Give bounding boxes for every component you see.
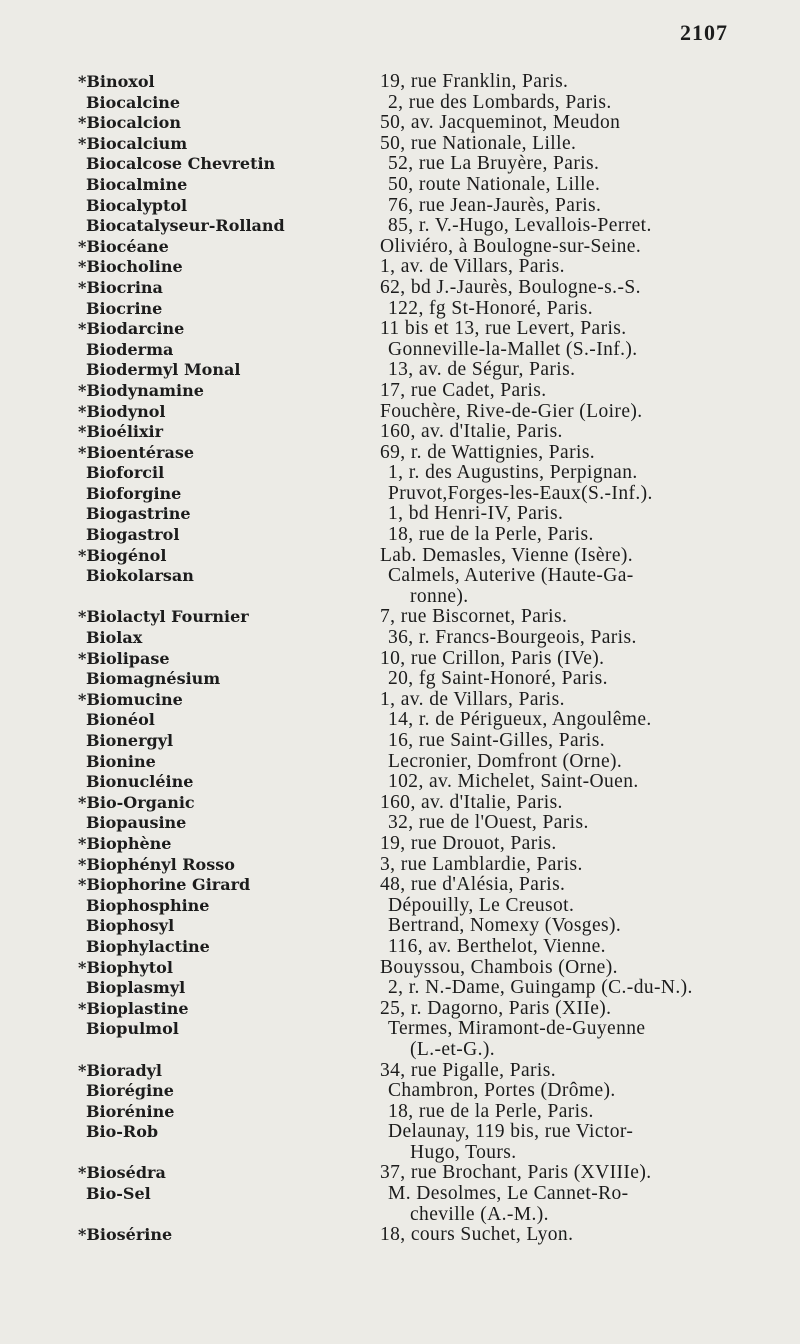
address — [388, 154, 738, 175]
directory-entry — [78, 669, 738, 690]
product-name: *Bioélixir — [78, 422, 164, 442]
product-name: Biocalyptol — [86, 195, 188, 215]
directory-entry — [78, 113, 738, 134]
address — [388, 628, 738, 649]
product-name: Biocalcose Chevretin — [86, 154, 276, 174]
address-line: 52, rue La Bruyère, Paris. — [388, 153, 600, 175]
product-name: Bio-Sel — [86, 1184, 151, 1204]
product-name: *Bioplastine — [78, 998, 189, 1018]
directory-entry — [78, 649, 738, 670]
address — [380, 1163, 738, 1184]
product-name: Biogastrol — [86, 525, 180, 545]
address-line: 102, av. Michelet, Saint-Ouen. — [388, 771, 639, 793]
address — [388, 1184, 738, 1225]
directory-entry — [78, 175, 738, 196]
address — [380, 607, 738, 628]
address-line: 13, av. de Ségur, Paris. — [388, 359, 576, 381]
address — [380, 422, 738, 443]
address-line: 2, rue des Lombards, Paris. — [388, 91, 612, 113]
address — [388, 710, 738, 731]
address — [380, 381, 738, 402]
directory-entry — [78, 525, 738, 546]
address — [388, 1081, 738, 1102]
address-line: 1, av. de Villars, Paris. — [380, 256, 565, 278]
product-name: Bioforcil — [86, 463, 165, 483]
address-line: 18, rue de la Perle, Paris. — [388, 1100, 594, 1122]
address — [388, 937, 738, 958]
directory-entry — [78, 72, 738, 93]
directory-entry — [78, 813, 738, 834]
address — [380, 649, 738, 670]
product-name: Biocatalyseur-Rolland — [86, 216, 285, 236]
directory-entry — [78, 278, 738, 299]
product-name: *Biophényl Rosso — [78, 854, 235, 874]
address-line: 36, r. Francs-Bourgeois, Paris. — [388, 627, 637, 649]
directory-entry — [78, 299, 738, 320]
address-line: 20, fg Saint-Honoré, Paris. — [388, 668, 608, 690]
address — [388, 916, 738, 937]
directory-entry — [78, 793, 738, 814]
address-line: 11 bis et 13, rue Levert, Paris. — [380, 318, 627, 340]
product-name: *Biocholine — [78, 257, 183, 277]
product-name: *Biophorine Girard — [78, 875, 251, 895]
directory-entry — [78, 237, 738, 258]
address — [380, 113, 738, 134]
directory-entry — [78, 134, 738, 155]
address — [388, 896, 738, 917]
product-name: Biomagnésium — [86, 669, 221, 689]
address-line: M. Desolmes, Le Cannet-Ro- — [388, 1183, 629, 1205]
address — [380, 237, 738, 258]
directory-entry — [78, 443, 738, 464]
address-line: 32, rue de l'Ouest, Paris. — [388, 812, 589, 834]
address — [388, 360, 738, 381]
product-name: Biolax — [86, 628, 143, 648]
directory-entry — [78, 752, 738, 773]
address-line: 7, rue Biscornet, Paris. — [380, 606, 568, 628]
directory-entry — [78, 1102, 738, 1123]
address — [380, 834, 738, 855]
product-name: *Bioentérase — [78, 442, 195, 462]
address — [388, 216, 738, 237]
directory-entry — [78, 504, 738, 525]
directory-entry — [78, 196, 738, 217]
directory-entry — [78, 710, 738, 731]
directory-entry — [78, 855, 738, 876]
product-name: *Biocalcion — [78, 113, 181, 133]
address — [388, 484, 738, 505]
address-line: Fouchère, Rive-de-Gier (Loire). — [380, 400, 643, 422]
product-name: *Binoxol — [78, 72, 155, 91]
address — [380, 319, 738, 340]
directory-entry — [78, 1061, 738, 1082]
product-name: *Biodynol — [78, 401, 166, 421]
address — [388, 340, 738, 361]
directory-entry — [78, 937, 738, 958]
address-line: 76, rue Jean-Jaurès, Paris. — [388, 194, 602, 216]
address-line: 1, av. de Villars, Paris. — [380, 688, 565, 710]
address — [388, 93, 738, 114]
product-name: *Biocalcium — [78, 133, 188, 153]
product-name: *Biogénol — [78, 545, 167, 565]
directory-entry — [78, 360, 738, 381]
directory-entry — [78, 772, 738, 793]
product-name: *Biocéane — [78, 236, 169, 256]
address-line: Bertrand, Nomexy (Vosges). — [388, 915, 622, 937]
product-name: Biorégine — [86, 1081, 174, 1101]
address — [388, 175, 738, 196]
address — [380, 793, 738, 814]
address-line: 2, r. N.-Dame, Guingamp (C.-du-N.). — [388, 977, 693, 999]
address-line: Bouyssou, Chambois (Orne). — [380, 956, 618, 978]
address-line: 69, r. de Wattignies, Paris. — [380, 441, 596, 463]
directory-entry — [78, 1163, 738, 1184]
directory-entry — [78, 154, 738, 175]
directory-entry — [78, 834, 738, 855]
product-name: *Biolipase — [78, 648, 170, 668]
address — [388, 299, 738, 320]
address-line: 160, av. d'Italie, Paris. — [380, 421, 563, 443]
address — [380, 546, 738, 567]
product-name: *Bioradyl — [78, 1060, 162, 1080]
directory-entry — [78, 422, 738, 443]
directory-entry — [78, 402, 738, 423]
directory-entry — [78, 484, 738, 505]
address-line: 18, rue de la Perle, Paris. — [388, 524, 594, 546]
directory-entry — [78, 875, 738, 896]
product-name: *Biosédra — [78, 1163, 166, 1183]
address-line: Oliviéro, à Boulogne-sur-Seine. — [380, 235, 642, 257]
product-name: *Biodynamine — [78, 380, 204, 400]
address — [388, 566, 738, 607]
address-line: 19, rue Franklin, Paris. — [380, 71, 569, 92]
address-line: Gonneville-la-Mallet (S.-Inf.). — [388, 338, 638, 360]
address — [388, 1102, 738, 1123]
product-name: Bionucléine — [86, 772, 194, 792]
address-line: 50, av. Jacqueminot, Meudon — [380, 112, 621, 134]
directory-entry — [78, 566, 738, 607]
address — [380, 855, 738, 876]
product-name: *Biodarcine — [78, 319, 185, 339]
product-name: Biophosyl — [86, 916, 175, 936]
address — [388, 978, 738, 999]
directory-entry — [78, 999, 738, 1020]
directory-entry — [78, 216, 738, 237]
directory-entry — [78, 896, 738, 917]
product-name: Biorénine — [86, 1101, 175, 1121]
product-name: *Bio-Organic — [78, 792, 195, 812]
address-line: 3, rue Lamblardie, Paris. — [380, 853, 583, 875]
address — [388, 525, 738, 546]
address — [380, 134, 738, 155]
address — [388, 1019, 738, 1060]
address-line: 116, av. Berthelot, Vienne. — [388, 935, 606, 957]
address — [380, 72, 738, 93]
address — [388, 772, 738, 793]
product-name: Biokolarsan — [86, 566, 194, 586]
directory-entry — [78, 381, 738, 402]
address-line: Pruvot,Forges-les-Eaux(S.-Inf.). — [388, 482, 653, 504]
address-continuation: Hugo, Tours. — [410, 1141, 517, 1163]
product-name: Bioforgine — [86, 483, 182, 503]
address-line: 34, rue Pigalle, Paris. — [380, 1059, 557, 1081]
address-line: 85, r. V.-Hugo, Levallois-Perret. — [388, 215, 652, 237]
address-line: 1, r. des Augustins, Perpignan. — [388, 462, 638, 484]
address — [380, 875, 738, 896]
address — [388, 752, 738, 773]
address-line: Lecronier, Domfront (Orne). — [388, 750, 623, 772]
entry-list — [78, 72, 738, 1246]
address-continuation: ronne). — [410, 585, 469, 607]
product-name: *Biophène — [78, 833, 172, 853]
directory-entry — [78, 916, 738, 937]
address-line: Termes, Miramont-de-Guyenne — [388, 1018, 646, 1040]
address-line: Delaunay, 119 bis, rue Victor- — [388, 1121, 634, 1143]
address — [380, 1061, 738, 1082]
product-name: Biopausine — [86, 813, 187, 833]
address-line: 37, rue Brochant, Paris (XVIIIe). — [380, 1162, 652, 1184]
directory-entry — [78, 607, 738, 628]
directory-entry — [78, 1184, 738, 1225]
directory-entry — [78, 690, 738, 711]
address — [380, 443, 738, 464]
directory-entry — [78, 340, 738, 361]
address — [380, 278, 738, 299]
product-name: Bionergyl — [86, 731, 174, 750]
address — [388, 669, 738, 690]
address-line: 62, bd J.-Jaurès, Boulogne-s.-S. — [380, 276, 641, 298]
product-name: *Biolactyl Fournier — [78, 607, 249, 627]
product-name: Biophosphine — [86, 895, 210, 915]
directory-entry — [78, 731, 738, 752]
product-name: Bionine — [86, 751, 156, 771]
address-line: Calmels, Auterive (Haute-Ga- — [388, 565, 634, 587]
address-line: Lab. Demasles, Vienne (Isère). — [380, 544, 634, 566]
product-name: Bionéol — [86, 710, 155, 730]
product-name: *Biomucine — [78, 689, 183, 709]
address-line: 160, av. d'Italie, Paris. — [380, 791, 563, 813]
address-line: Chambron, Portes (Drôme). — [388, 1080, 616, 1102]
address-line: 1, bd Henri-IV, Paris. — [388, 503, 564, 525]
page-number: 2107 — [680, 20, 728, 45]
product-name: Biophylactine — [86, 936, 210, 956]
directory-entry — [78, 1122, 738, 1163]
address — [380, 1225, 738, 1246]
product-name: *Biosérine — [78, 1225, 173, 1245]
address-line: 48, rue d'Alésia, Paris. — [380, 874, 566, 896]
address-line: 25, r. Dagorno, Paris (XIIe). — [380, 997, 612, 1019]
directory-entry — [78, 257, 738, 278]
address — [380, 690, 738, 711]
address-line: 50, route Nationale, Lille. — [388, 173, 601, 195]
address-line: 17, rue Cadet, Paris. — [380, 379, 547, 401]
address-line: 10, rue Crillon, Paris (IVe). — [380, 647, 605, 669]
address — [380, 402, 738, 423]
product-name: Bio-Rob — [86, 1122, 159, 1142]
address-line: 122, fg St-Honoré, Paris. — [388, 297, 593, 319]
product-name: *Biocrina — [78, 277, 163, 297]
address — [388, 504, 738, 525]
product-name: *Biophytol — [78, 957, 173, 977]
address — [388, 1122, 738, 1163]
product-name: Biocrine — [86, 298, 163, 318]
directory-entry — [78, 1019, 738, 1060]
directory-entry — [78, 958, 738, 979]
product-name: Biocalmine — [86, 174, 188, 194]
directory-entry — [78, 319, 738, 340]
directory-entry — [78, 93, 738, 114]
product-name: Biodermyl Monal — [86, 360, 241, 380]
address-continuation: cheville (A.-M.). — [410, 1203, 549, 1225]
address — [380, 257, 738, 278]
address-line: 18, cours Suchet, Lyon. — [380, 1224, 574, 1246]
directory-entry — [78, 546, 738, 567]
address — [388, 731, 738, 752]
address-continuation: (L.-et-G.). — [410, 1038, 496, 1060]
address-line: Dépouilly, Le Creusot. — [388, 894, 575, 916]
product-name: Biogastrine — [86, 504, 191, 524]
address — [388, 196, 738, 217]
address — [388, 463, 738, 484]
address — [380, 958, 738, 979]
address-line: 50, rue Nationale, Lille. — [380, 132, 577, 154]
address — [380, 999, 738, 1020]
product-name: Biocalcine — [86, 92, 181, 112]
directory-entry — [78, 628, 738, 649]
address-line: 16, rue Saint-Gilles, Paris. — [388, 730, 606, 751]
address-line: 19, rue Drouot, Paris. — [380, 832, 557, 854]
directory-entry — [78, 1225, 738, 1246]
directory-entry — [78, 463, 738, 484]
product-name: Biopulmol — [86, 1019, 179, 1039]
directory-entry — [78, 1081, 738, 1102]
product-name: Bioplasmyl — [86, 978, 186, 998]
address — [388, 813, 738, 834]
directory-entry — [78, 978, 738, 999]
address-line: 14, r. de Périgueux, Angoulême. — [388, 709, 652, 731]
product-name: Bioderma — [86, 339, 174, 359]
